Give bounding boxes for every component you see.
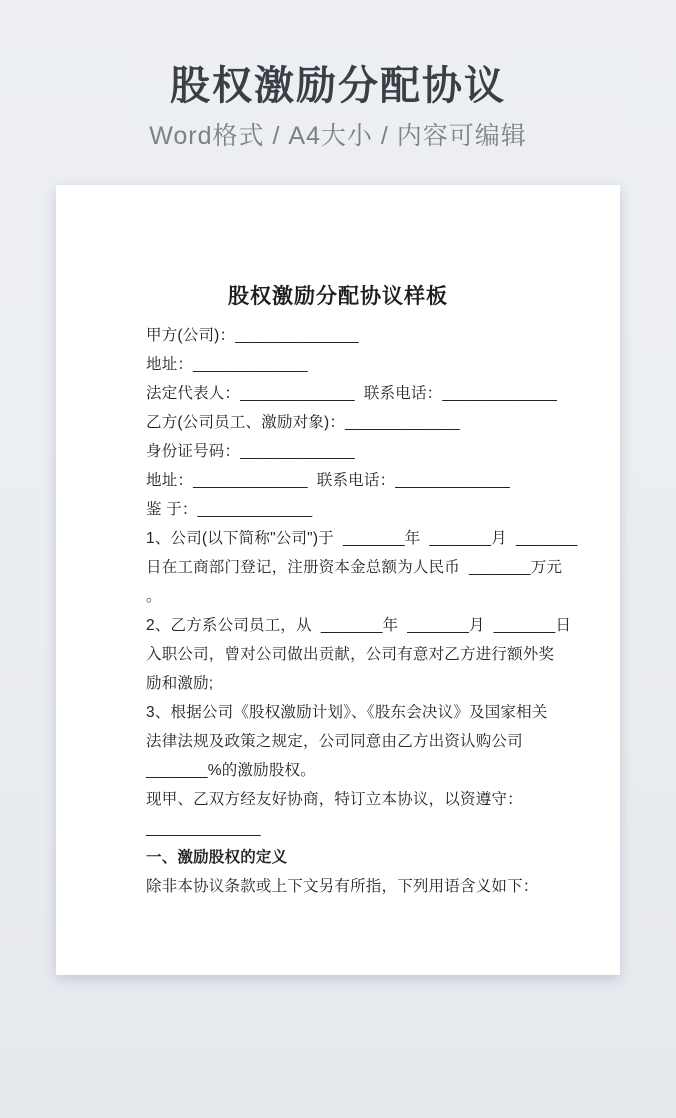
doc-line-party-a: 甲方(公司)：______________ (146, 327, 359, 344)
doc-line-clause1-2: 日在工商部门登记，注册资本金总额为人民币 _______万元 (146, 559, 563, 576)
doc-line-blank-underline: _____________ (146, 820, 261, 837)
doc-line-clause2-1: 2、乙方系公司员工，从 _______年 _______月 _______日 (146, 617, 572, 634)
doc-line-id-number: 身份证号码：_____________ (146, 443, 355, 460)
doc-line-clause1-1: 1、公司(以下简称"公司")于 _______年 _______月 _______ (146, 530, 578, 547)
doc-line-address-b: 地址：_____________ 联系电话：_____________ (146, 472, 510, 489)
doc-line-clause2-3: 励和激励; (146, 675, 214, 692)
doc-line-clause2-2: 入职公司，曾对公司做出贡献，公司有意对乙方进行额外奖 (146, 646, 555, 663)
doc-line-whereas: 鉴 于：_____________ (146, 501, 313, 518)
document-title: 股权激励分配协议样板 (228, 284, 448, 308)
listing-subtitle: Word格式 / A4大小 / 内容可编辑 (149, 122, 527, 150)
template-preview (0, 62, 676, 1118)
doc-line-clause3-3: _______%的激励股权。 (146, 762, 316, 779)
doc-line-agreement-intro: 现甲、乙双方经友好协商，特订立本协议，以资遵守： (146, 791, 523, 808)
doc-line-legal-rep: 法定代表人：_____________ 联系电话：_____________ (146, 385, 558, 402)
doc-line-definitions-intro: 除非本协议条款或上下文另有所指，下列用语含义如下： (146, 878, 539, 895)
document-body (146, 321, 578, 901)
doc-line-party-b: 乙方(公司员工、激励对象)：_____________ (146, 414, 460, 431)
listing-title: 股权激励分配协议 (170, 64, 506, 108)
doc-line-section1-heading: 一、激励股权的定义 (146, 849, 288, 866)
doc-line-clause1-3: 。 (146, 588, 162, 605)
doc-line-address-a: 地址：_____________ (146, 356, 308, 373)
document-page (56, 185, 620, 975)
doc-line-clause3-1: 3、根据公司《股权激励计划》、《股东会决议》及国家相关 (146, 704, 548, 721)
doc-line-clause3-2: 法律法规及政策之规定，公司同意由乙方出资认购公司 (146, 733, 523, 750)
